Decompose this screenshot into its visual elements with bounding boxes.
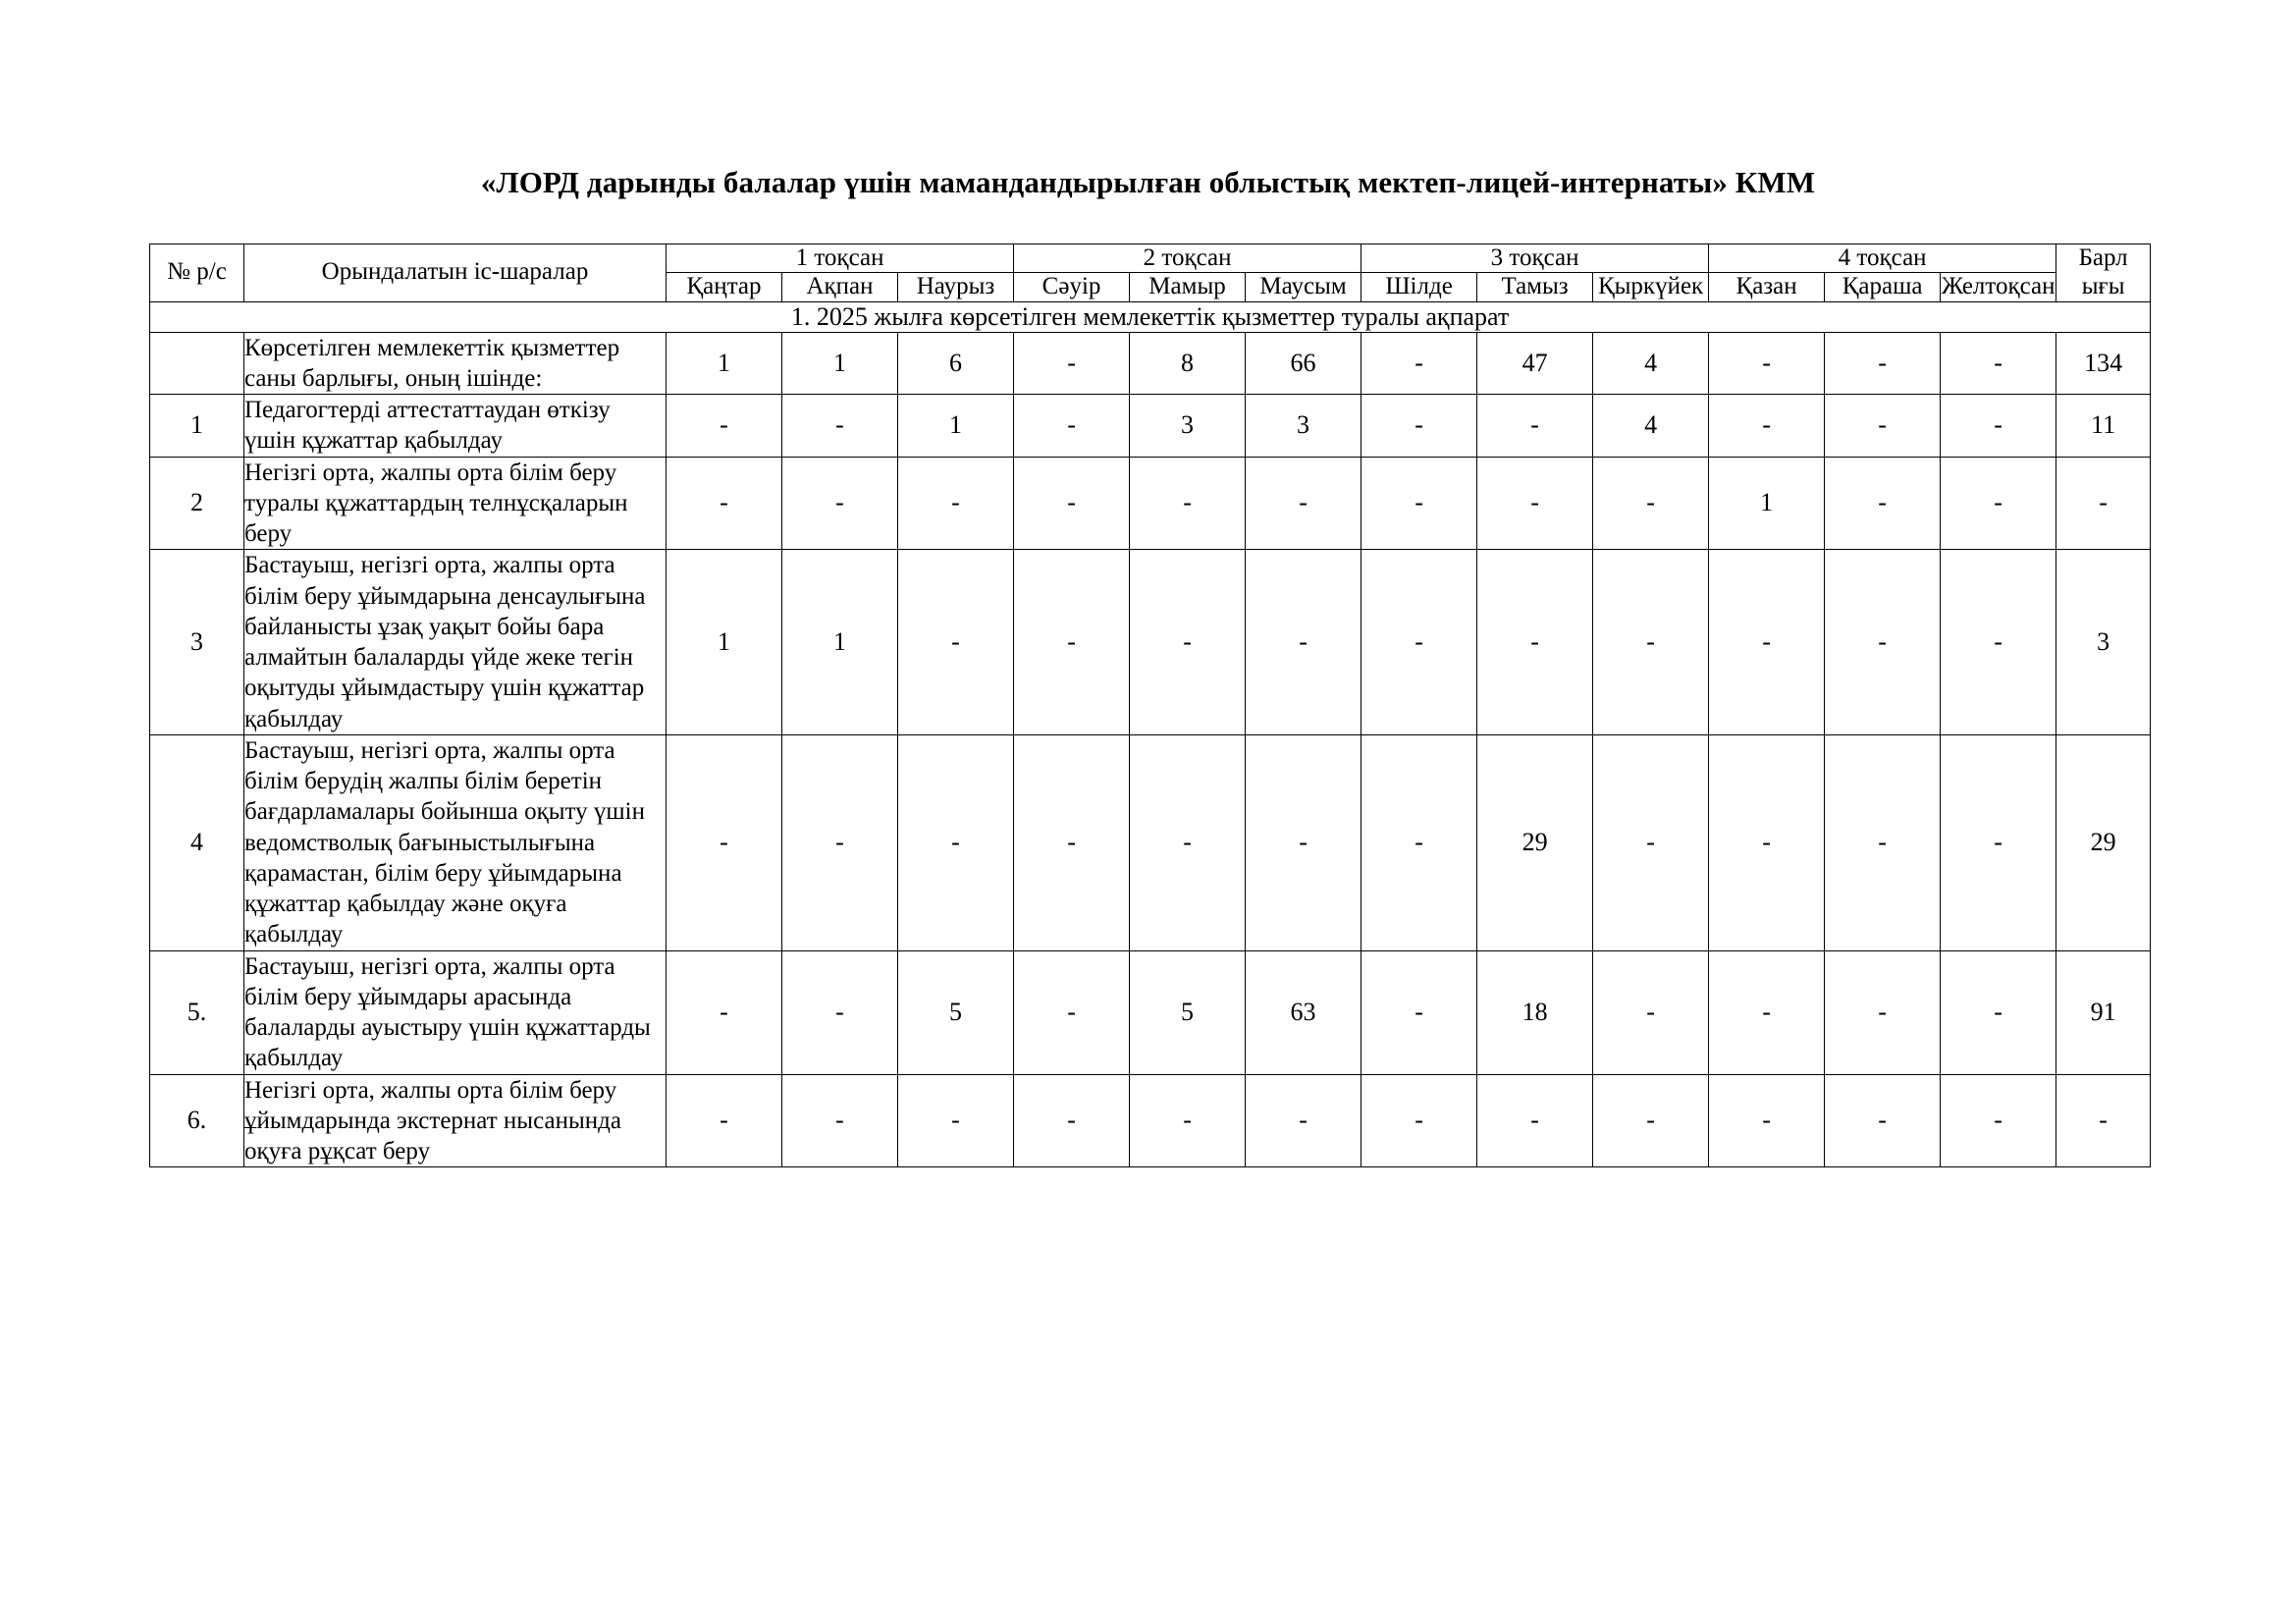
section-title-row: [150, 301, 2151, 332]
row-value-january: -: [667, 395, 782, 458]
row-value-november: -: [1825, 457, 1941, 550]
row-value-january: 1: [667, 550, 782, 735]
row-value-march: 6: [898, 332, 1014, 395]
row-value-march: -: [898, 457, 1014, 550]
table-row: [150, 950, 2151, 1074]
row-value-july: -: [1362, 950, 1477, 1074]
row-value-february: -: [782, 1074, 898, 1167]
row-value-june: 3: [1246, 395, 1362, 458]
row-value-june: 66: [1246, 332, 1362, 395]
row-value-april: -: [1014, 332, 1130, 395]
row-num: 1: [150, 395, 244, 458]
row-value-july: -: [1362, 550, 1477, 735]
row-num: [150, 332, 244, 395]
row-value-october: -: [1709, 734, 1825, 950]
row-value-august: 18: [1477, 950, 1593, 1074]
row-value-june: -: [1246, 457, 1362, 550]
row-value-april: -: [1014, 734, 1130, 950]
row-value-january: 1: [667, 332, 782, 395]
row-num: 4: [150, 734, 244, 950]
row-value-may: -: [1130, 734, 1246, 950]
header-month-october: Қазан: [1709, 273, 1825, 301]
table-row: [150, 332, 2151, 395]
row-activity: Бастауыш, негізгі орта, жалпы орта білім беру ұйымдарына денсаулығына байланысты ұзақ уақыт бойы бара алмайтын балаларды үйде жеке тегін оқытуды ұйымдастыру үшін құжаттар қабылдау: [244, 550, 667, 735]
row-value-may: 8: [1130, 332, 1246, 395]
row-value-december: -: [1941, 550, 2056, 735]
row-value-october: -: [1709, 550, 1825, 735]
row-value-august: -: [1477, 1074, 1593, 1167]
row-value-august: -: [1477, 395, 1593, 458]
row-value-january: -: [667, 950, 782, 1074]
services-table: [149, 244, 2151, 1167]
row-value-november: -: [1825, 734, 1941, 950]
row-num: 5.: [150, 950, 244, 1074]
row-num: 3: [150, 550, 244, 735]
row-value-october: -: [1709, 950, 1825, 1074]
header-month-may: Мамыр: [1130, 273, 1246, 301]
row-num: 6.: [150, 1074, 244, 1167]
header-quarter-2: 2 тоқсан: [1014, 244, 1362, 273]
table-row: [150, 457, 2151, 550]
header-quarter-1: 1 тоқсан: [667, 244, 1014, 273]
row-activity: Бастауыш, негізгі орта, жалпы орта білім беру ұйымдары арасында балаларды ауыстыру үшін құжаттарды қабылдау: [244, 950, 667, 1074]
row-value-june: -: [1246, 550, 1362, 735]
header-month-july: Шілде: [1362, 273, 1477, 301]
header-month-december: Желтоқсан: [1941, 273, 2056, 300]
header-row-quarters: [150, 244, 2151, 273]
row-value-november: -: [1825, 550, 1941, 735]
table-row: [150, 550, 2151, 735]
row-value-september: -: [1593, 550, 1709, 735]
services-table-container: [149, 244, 2148, 1167]
row-value-july: -: [1362, 734, 1477, 950]
row-value-november: -: [1825, 332, 1941, 395]
row-value-may: -: [1130, 1074, 1246, 1167]
row-value-july: -: [1362, 457, 1477, 550]
row-value-november: -: [1825, 950, 1941, 1074]
row-value-july: -: [1362, 332, 1477, 395]
page-title: «ЛОРД дарынды балалар үшін мамандандырылған облыстық мектеп-лицей-интернаты» КММ: [480, 165, 1816, 199]
row-value-april: -: [1014, 550, 1130, 735]
header-quarter-4: 4 тоқсан: [1709, 244, 2056, 273]
header-month-january: Қаңтар: [667, 273, 782, 301]
header-month-august: Тамыз: [1477, 273, 1593, 301]
row-total: 3: [2056, 550, 2151, 735]
row-value-february: 1: [782, 550, 898, 735]
row-value-august: 29: [1477, 734, 1593, 950]
row-value-may: -: [1130, 457, 1246, 550]
row-value-may: -: [1130, 550, 1246, 735]
row-value-march: -: [898, 550, 1014, 735]
row-total: 91: [2056, 950, 2151, 1074]
row-value-march: -: [898, 1074, 1014, 1167]
row-value-october: -: [1709, 332, 1825, 395]
row-value-may: 5: [1130, 950, 1246, 1074]
table-row: [150, 734, 2151, 950]
header-quarter-3: 3 тоқсан: [1362, 244, 1709, 273]
row-value-january: -: [667, 1074, 782, 1167]
row-total: 29: [2056, 734, 2151, 950]
header-month-february: Ақпан: [782, 273, 898, 301]
row-value-september: -: [1593, 950, 1709, 1074]
row-value-march: -: [898, 734, 1014, 950]
row-value-september: -: [1593, 457, 1709, 550]
row-value-december: -: [1941, 457, 2056, 550]
row-total: -: [2056, 1074, 2151, 1167]
header-month-september: Қыркүйек: [1593, 273, 1709, 301]
row-value-september: 4: [1593, 332, 1709, 395]
row-value-december: -: [1941, 395, 2056, 458]
table-row: [150, 395, 2151, 458]
row-value-february: 1: [782, 332, 898, 395]
row-value-february: -: [782, 395, 898, 458]
header-month-november: Қараша: [1825, 273, 1941, 301]
row-value-december: -: [1941, 950, 2056, 1074]
row-activity: Педагогтерді аттестаттаудан өткізу үшін құжаттар қабылдау: [244, 395, 667, 458]
table-header: [150, 244, 2151, 302]
row-activity: Негізгі орта, жалпы орта білім беру туралы құжаттардың телнұсқаларын беру: [244, 457, 667, 550]
row-total: -: [2056, 457, 2151, 550]
header-total-line2: ығы: [2081, 272, 2125, 299]
section-title: 1. 2025 жылға көрсетілген мемлекеттік қызметтер туралы ақпарат: [150, 301, 2151, 332]
row-value-august: 47: [1477, 332, 1593, 395]
row-value-november: -: [1825, 395, 1941, 458]
table-row: [150, 1074, 2151, 1167]
header-total: [2056, 244, 2151, 302]
row-value-november: -: [1825, 1074, 1941, 1167]
row-value-april: -: [1014, 950, 1130, 1074]
row-value-may: 3: [1130, 395, 1246, 458]
row-value-april: -: [1014, 395, 1130, 458]
row-value-october: 1: [1709, 457, 1825, 550]
row-value-september: 4: [1593, 395, 1709, 458]
row-value-august: -: [1477, 550, 1593, 735]
row-value-march: 1: [898, 395, 1014, 458]
row-value-february: -: [782, 950, 898, 1074]
row-value-july: -: [1362, 395, 1477, 458]
header-activity: Орындалатын іс-шаралар: [244, 244, 667, 302]
row-total: 11: [2056, 395, 2151, 458]
header-month-june: Маусым: [1246, 273, 1362, 301]
header-month-april: Сәуір: [1014, 273, 1130, 301]
header-num: № р/с: [150, 244, 244, 302]
row-value-april: -: [1014, 457, 1130, 550]
header-total-line1: Барл: [2078, 244, 2128, 271]
row-activity: Бастауыш, негізгі орта, жалпы орта білім берудің жалпы білім беретін бағдарламалары бойынша оқыту үшін ведомстволық бағыныстылығына қарамастан, білім беру ұйымдарына құжаттар қабылдау және оқуға қабылдау: [244, 734, 667, 950]
row-value-december: -: [1941, 734, 2056, 950]
row-value-december: -: [1941, 332, 2056, 395]
row-value-march: 5: [898, 950, 1014, 1074]
row-activity: Негізгі орта, жалпы орта білім беру ұйымдарында экстернат нысанында оқуға рұқсат беру: [244, 1074, 667, 1167]
row-num: 2: [150, 457, 244, 550]
row-value-october: -: [1709, 395, 1825, 458]
row-value-april: -: [1014, 1074, 1130, 1167]
row-value-june: -: [1246, 1074, 1362, 1167]
row-value-june: 63: [1246, 950, 1362, 1074]
row-value-october: -: [1709, 1074, 1825, 1167]
row-value-december: -: [1941, 1074, 2056, 1167]
header-month-march: Наурыз: [898, 273, 1014, 301]
row-value-july: -: [1362, 1074, 1477, 1167]
row-value-september: -: [1593, 1074, 1709, 1167]
row-value-february: -: [782, 734, 898, 950]
row-activity: Көрсетілген мемлекеттік қызметтер саны барлығы, оның ішінде:: [244, 332, 667, 395]
row-value-february: -: [782, 457, 898, 550]
table-body: [150, 301, 2151, 1167]
row-value-january: -: [667, 457, 782, 550]
row-value-september: -: [1593, 734, 1709, 950]
row-total: 134: [2056, 332, 2151, 395]
row-value-august: -: [1477, 457, 1593, 550]
row-value-january: -: [667, 734, 782, 950]
row-value-june: -: [1246, 734, 1362, 950]
